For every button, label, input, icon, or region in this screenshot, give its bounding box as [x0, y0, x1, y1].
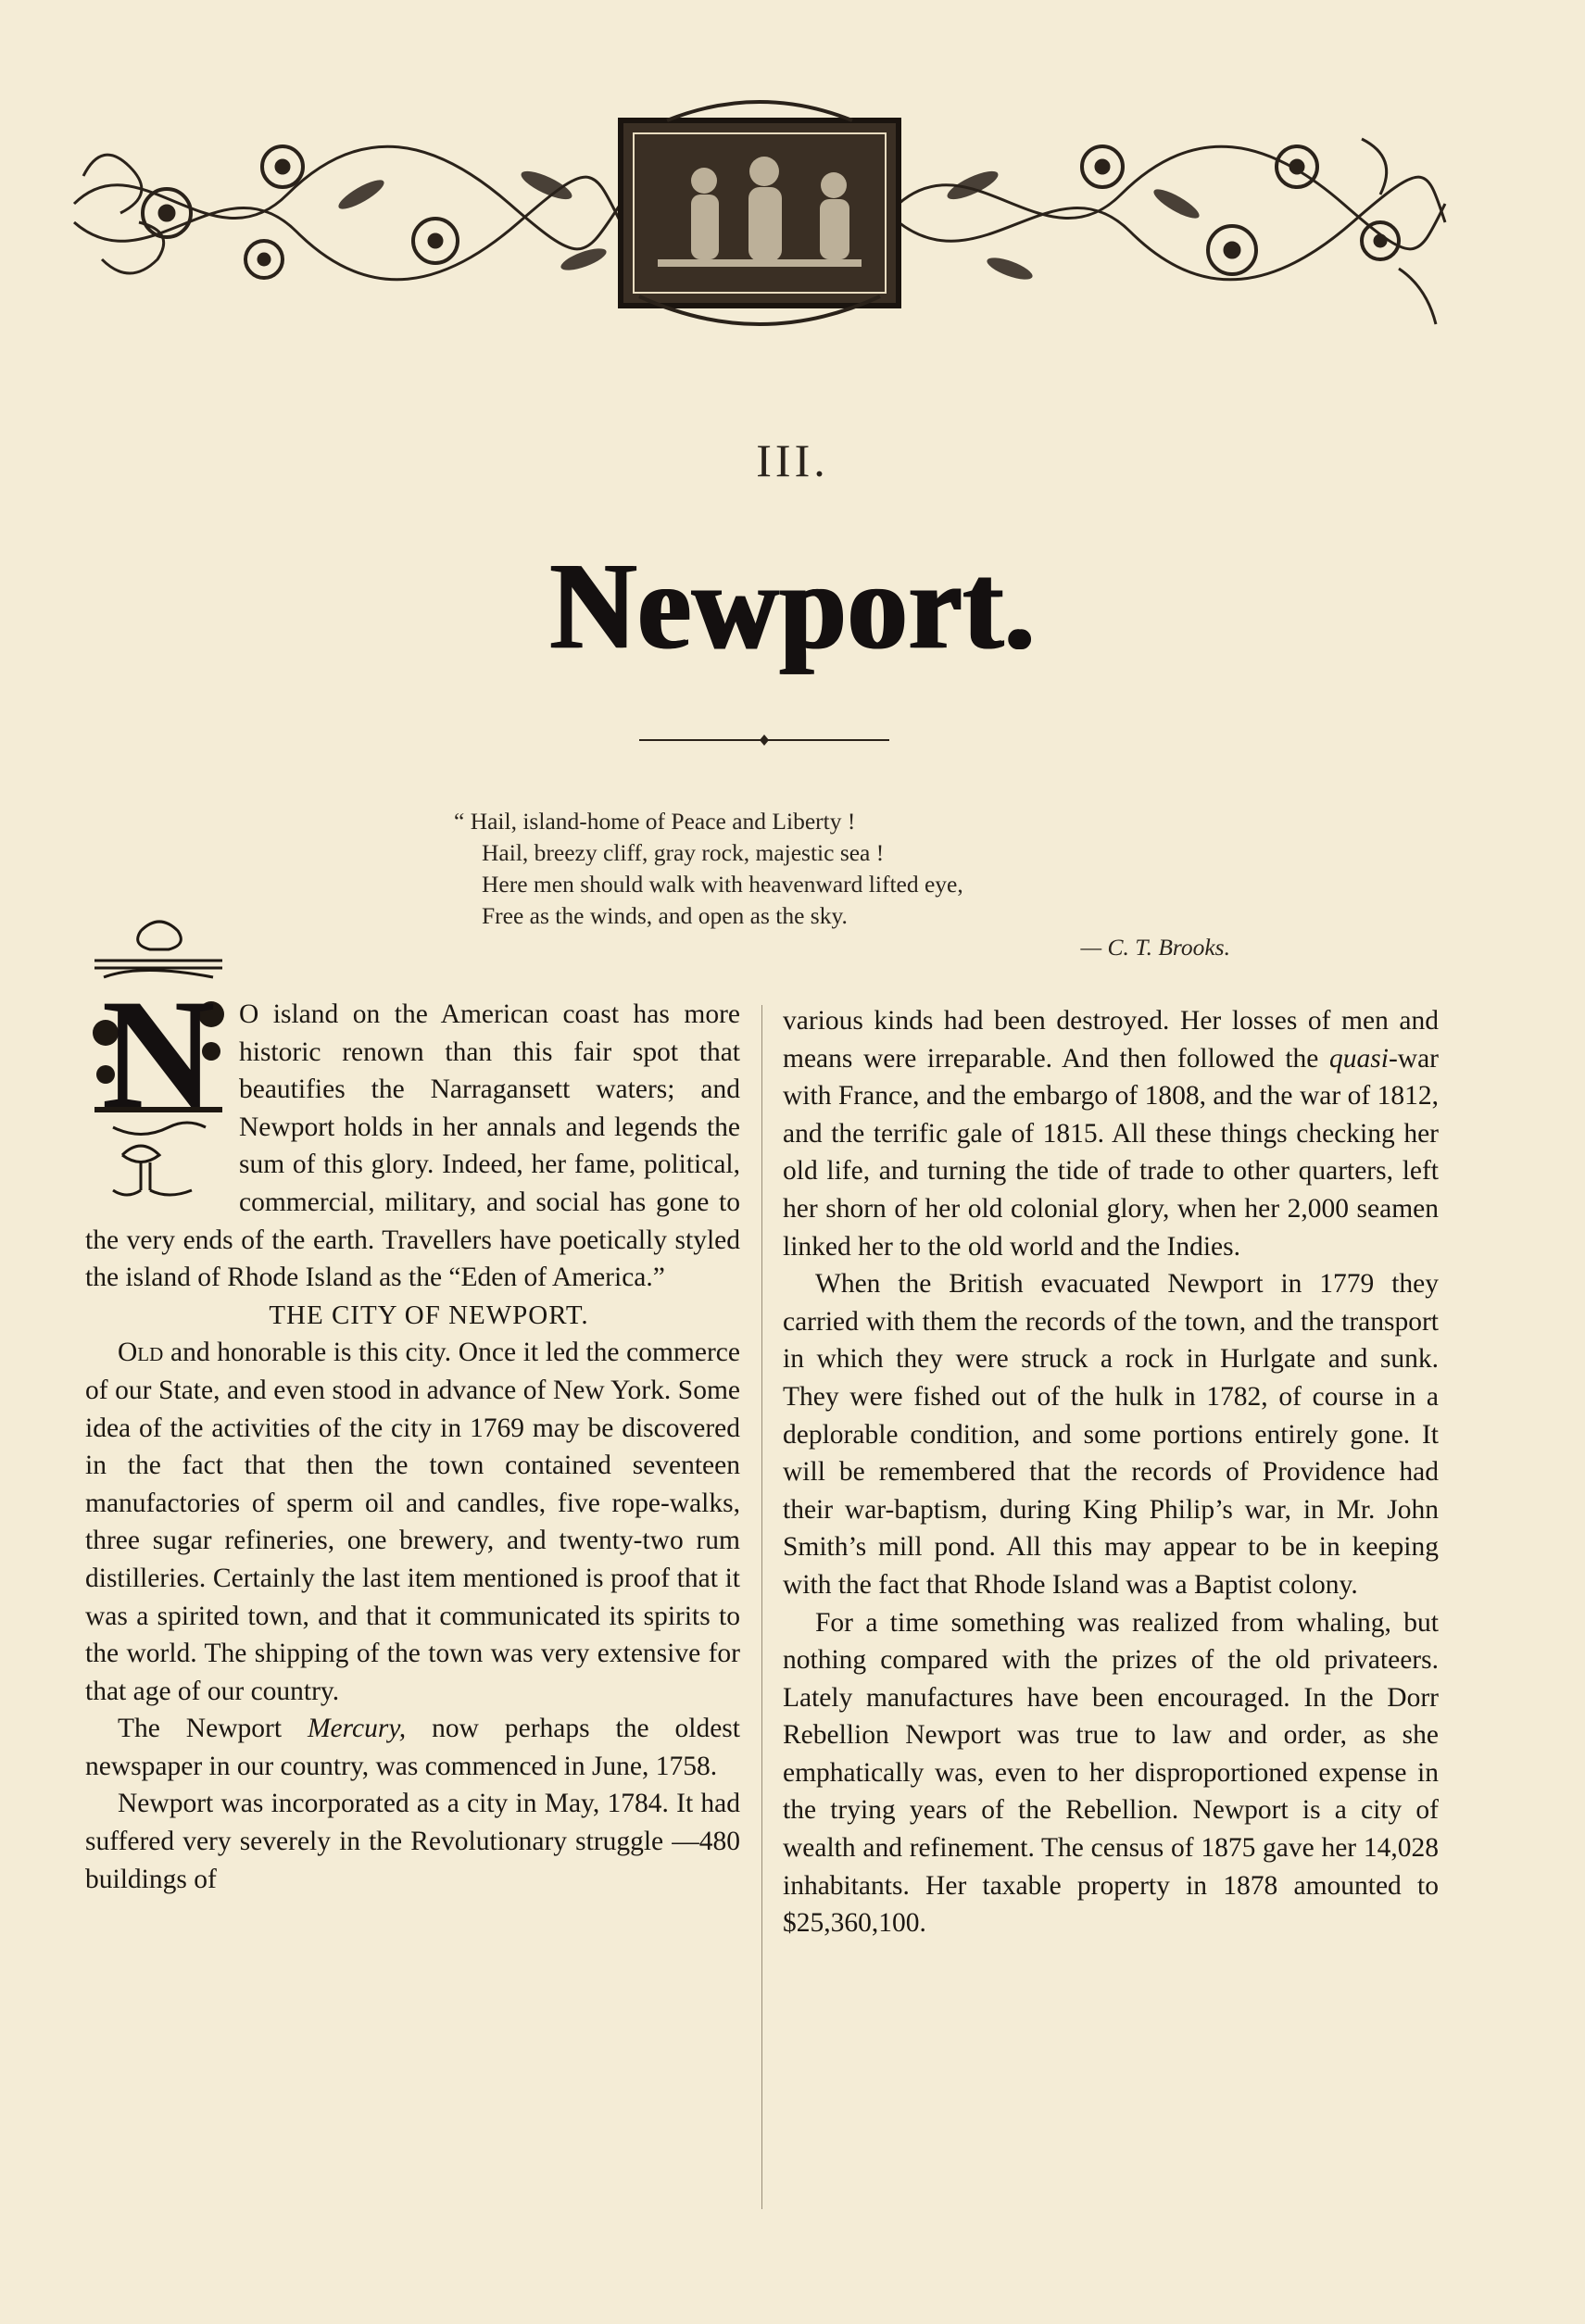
chapter-number: III. [756, 434, 829, 486]
epigraph-line: Hail, breezy cliff, gray rock, majestic sea ! [482, 839, 885, 866]
epigraph-attribution: — C. T. Brooks. [1080, 934, 1230, 961]
paragraph-lead-word: Old [118, 1338, 164, 1368]
drop-cap [85, 912, 232, 1205]
paragraph: When the British evacuated Newport in 1779 they carried with them the records of the town, and the transport in which they were struck a rock in Hurlgate and sunk. They were fished out of the hulk in 1782, of course in a deplorable condition, and some portions entirely gone. It will be remembered that the records of Providence had their war-baptism, during King Philip’s war, in Mr. John Smith’s mill pond. All this may appear to be in keeping with the fact that Rhode Island was a Baptist colony. [783, 1269, 1439, 1600]
paragraph-text: The Newport [118, 1714, 308, 1744]
column-divider [761, 1005, 762, 2209]
intro-paragraph: O island on the American coast has more historic renown than this fair spot that beautifies the Narragansett waters; and Newport holds in her annals and legends the sum of this glory. Indeed, her fame, political, commercial, military, and social has gone to the very ends of the earth. Travellers have poetically styled the island of Rhode Island as the “Eden of America.” [85, 999, 740, 1293]
paragraph: Newport was incorporated as a city in May, 1784. It had suffered very severely in the Revolutionary struggle —480 buildings of [85, 1789, 740, 1894]
paragraph: For a time something was realized from whaling, but nothing compared with the prizes of the old privateers. Lately manufactures have been encouraged. In the Dorr Rebellion Newport was true to law and order, as she emphatically was, even to her disproportioned expense in the trying years of the Rebellion. Newport is a city of wealth and refinement. The census of 1875 gave her 14,028 inhabitants. Her taxable property in 1878 amounted to $25,360,100. [783, 1607, 1439, 1939]
paragraph-text: -war with France, and the embargo of 1808, and the war of 1812, and the terrific gale of 1815. All these things checking her old life, and turning the tide of trade to other quarters, left her shorn of her old colonial glory, when her 2,000 seamen linked her to the old world and the Indies. [783, 1043, 1439, 1262]
paragraph [783, 1002, 1439, 1265]
paragraph-text: various kinds had been destroyed. Her losses of men and means were irreparable. And then followed the [783, 1006, 1439, 1074]
paragraph [85, 1710, 740, 1785]
ornamental-headpiece [65, 83, 1454, 343]
epigraph-line: Here men should walk with heavenward lifted eye, [482, 871, 963, 898]
paragraph-text: now perhaps the oldest newspaper in our country, was commenced in June, 1758. [85, 1714, 740, 1781]
title-rule [639, 735, 889, 746]
epigraph [454, 806, 1251, 963]
right-column [783, 1002, 1439, 1942]
chapter-title: Newport. [549, 536, 1036, 675]
left-column [85, 967, 740, 1898]
paragraph [85, 1334, 740, 1710]
paragraph-text: and honorable is this city. Once it led the commerce of our State, and even stood in advance of New York. Some idea of the activities of the city in 1769 may be discovered in the fact that then the town contained seventeen manufactories of sperm oil and candles, five rope-walks, three sugar refineries, one brewery, and twenty-two rum distilleries. Certainly the last item mentioned is proof that it was a spirited town, and that it communicated its spirits to the world. The shipping of the town was very extensive for that age of our country. [85, 1338, 740, 1706]
drop-cap-ornament [85, 912, 232, 1205]
epigraph-line: Free as the winds, and open as the sky. [482, 902, 848, 929]
newspaper-name: Mercury, [307, 1714, 407, 1744]
section-heading: THE CITY OF NEWPORT. [269, 1300, 589, 1330]
italic-term: quasi [1329, 1043, 1389, 1074]
epigraph-line: “ Hail, island-home of Peace and Liberty ! [454, 808, 856, 835]
drop-cap-letter: N [101, 967, 216, 1141]
